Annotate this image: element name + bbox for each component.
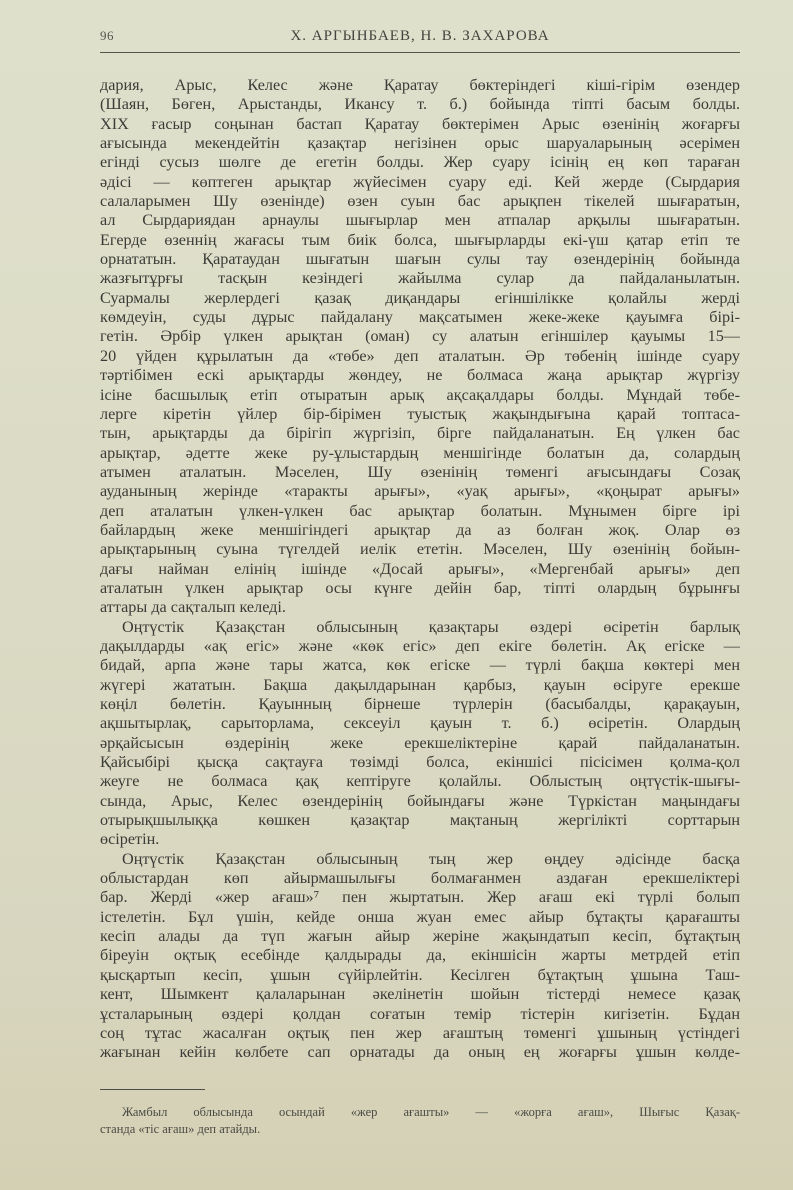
text-line: істелетін. Бұл үшін, кейде онша жуан емес айыр бұтақты қарағашты <box>100 907 740 926</box>
text-line: сында, Арыс, Келес өзендерінің бойындағы және Түркістан маңындағы <box>100 791 740 810</box>
paragraph-2 <box>100 618 740 850</box>
text-line: әрқайсысын өздерінің жеке ерекшеліктеріне қарай пайдаланатын. <box>100 733 740 752</box>
footnote <box>100 1104 740 1138</box>
header-rule <box>100 52 740 53</box>
text-line: дағы найман елінің ішінде «Досай арығы», «Мергенбай арығы» деп <box>100 559 740 578</box>
text-line: жүгері жататын. Бақша дақылдарынан қарбыз, қауын өсіруге ерекше <box>100 675 740 694</box>
text-line: аталатын үлкен арықтар осы күнге дейін бар, тіпті олардың бұрынғы <box>100 578 740 597</box>
text-line: көмдеуін, суды дұрыс пайдалану мақсатымен жеке-жеке қауымға бірі- <box>100 308 740 327</box>
footnote-rule <box>100 1089 205 1090</box>
text-line: көңіл бөлетін. Қауынның бірнеше түрлерін (басыбалды, қарақауын, <box>100 695 740 713</box>
page-number: 96 <box>100 28 114 43</box>
text-line: егінді сусыз шөлге де егетін болды. Жер суару ісінің ең көп тараған <box>100 153 740 172</box>
text-line: байлардың жеке меншігіндегі арықтар да аз болған жоқ. Олар өз <box>100 520 740 539</box>
text-line: Қайсыбірі қысқа сақтауға төзімді болса, екіншісі пісісімен қолма-қол <box>100 753 740 772</box>
text-line: салаларымен Шу өзенінде) өзен суын бас арықпен тікелей шығаратын, <box>100 192 740 211</box>
text-line: отырықшылыққа көшкен қазақтар мақтаның жергілікті сорттарын <box>100 811 740 830</box>
text-line: ұсталарының өздері қолдан соғатын темір тістерін кигізетін. Бұдан <box>100 1004 740 1023</box>
paragraph-3 <box>100 850 740 1063</box>
text-line: тын, арықтарды да бірігіп жүргізіп, бірге пайдаланатын. Ең үлкен бас <box>100 424 740 443</box>
text-line: орнататын. Қаратаудан шығатын шағын сулы тау өзендерінің бойында <box>100 250 740 269</box>
book-page <box>100 26 740 1138</box>
text-line: әдісі — көптеген арықтар жүйесімен суару еді. Кей жерде (Сырдария <box>100 172 740 191</box>
text-line: жазғытұрғы тасқын кезіндегі жайылма сулар да пайдаланылатын. <box>100 269 740 288</box>
text-line: XIX ғасыр соңынан бастап Қаратау бөктерімен Арыс өзенінің жоғарғы <box>100 114 740 133</box>
text-line: Егерде өзеннің жағасы тым биік болса, шығырларды екі-үш қатар етіп те <box>100 230 740 249</box>
footnote-line: станда «тіс ағаш» деп атайды. <box>100 1121 261 1136</box>
text-line: облыстардан көп айырмашылығы болмағанмен аздаған ерекшеліктері <box>100 869 740 888</box>
text-line: лерге кіретін үйлер бір-бірімен туыстық жақындығына қарай топтаса- <box>100 404 740 423</box>
text-line: ал Сырдариядан арнаулы шығырлар мен атпалар арқылы шығаратын. <box>100 211 740 230</box>
text-line: деп аталатын үлкен-үлкен бас арықтар болатын. Мұнымен бірге ірі <box>100 501 740 520</box>
text-line: бидай, арпа және тары жатса, көк егіске — түрлі бақша көктері мен <box>100 656 740 675</box>
text-line: бар. Жерді «жер ағаш»⁷ пен жыртатын. Жер ағаш екі түрлі болып <box>100 888 740 907</box>
text-line: қысқартып кесіп, ұшын сүйірлейтін. Кесілген бұтақтың ұшына Таш- <box>100 965 740 984</box>
text-line: Оңтүстік Қазақстан облысының тың жер өңдеу әдісінде басқа <box>122 849 740 868</box>
text-line: Суармалы жерлердегі қазақ диқандары егіншілікке қолайлы жерді <box>100 288 740 307</box>
text-line: Оңтүстік Қазақстан облысының қазақтары өздері өсіретін барлық <box>122 617 740 636</box>
text-line: 20 үйден құрылатын да «төбе» деп аталатын. Әр төбенің ішінде суару <box>100 346 740 365</box>
text-line: (Шаян, Бөген, Арыстанды, Икансу т. б.) бойында тіпті басым болды. <box>100 95 740 114</box>
text-line: кент, Шымкент қалаларынан әкелінетін шойын тістерді немесе қазақ <box>100 985 740 1004</box>
text-line: аттары да сақталып келеді. <box>100 598 286 617</box>
running-head <box>100 26 740 48</box>
text-line: соң тұтас жасалған оқтық пен жер ағаштың төменгі ұшының үстіндегі <box>100 1023 740 1042</box>
text-line: жағынан кейін көлбете сап орнатады да оның ең жоғарғы ұшын көлде- <box>100 1043 740 1062</box>
paragraph-1 <box>100 76 740 618</box>
text-line: атымен аталатын. Мәселен, Шу өзенінің төменгі ағысындағы Созақ <box>100 462 740 481</box>
text-line: арықтар, әдетте жеке ру-ұлыстардың меншігінде болатын да, солардың <box>100 443 740 462</box>
text-line: дақылдарды «ақ егіс» және «көк егіс» деп екіге бөлетін. Ақ егіске — <box>100 636 740 655</box>
text-line: арықтарының суына түгелдей иелік ететін. Мәселен, Шу өзенінің бойын- <box>100 540 740 559</box>
text-line: ақшытырлақ, сарыторлама, сексеуіл қауын т. б.) өсіретін. Олардың <box>100 714 740 733</box>
text-line: ағысында мекендейтін қазақтар негізінен орыс шаруаларының әсерімен <box>100 134 740 153</box>
text-line: жеуге не болмаса қақ кептіруге қолайлы. Облыстың оңтүстік-шығы- <box>100 772 740 791</box>
text-line: біреуін оқтық есебінде қалдырады да, екіншісін жарты метрдей етіп <box>100 946 740 965</box>
text-line: өсіретін. <box>100 830 160 849</box>
text-line: кесіп алады да түп жағын айыр жеріне жақындатып кесіп, бұтақтың <box>100 927 740 946</box>
text-line: тәртібімен ескі арықтарды жөндеу, не болмаса жаңа арықтар жүргізу <box>100 366 740 385</box>
text-line: ауданының жерінде «таракты арығы», «уақ арығы», «қоңырат арығы» <box>100 482 740 501</box>
body-text <box>100 76 740 1063</box>
footnote-line: Жамбыл облысында осындай «жер ағашты» — «жорға ағаш», Шығыс Қазақ- <box>122 1104 740 1119</box>
text-line: гетін. Әрбір үлкен арықтан (оман) су алатын егіншілер қауымы 15— <box>100 327 740 346</box>
text-line: дария, Арыс, Келес және Қаратау бөктеріндегі кіші-гірім өзендер <box>100 76 740 94</box>
text-line: ісіне басшылық етіп отыратын арық ақсақалдары болды. Мұндай төбе- <box>100 385 740 404</box>
running-head-title: Х. АРГЫНБАЕВ, Н. В. ЗАХАРОВА <box>290 28 550 44</box>
